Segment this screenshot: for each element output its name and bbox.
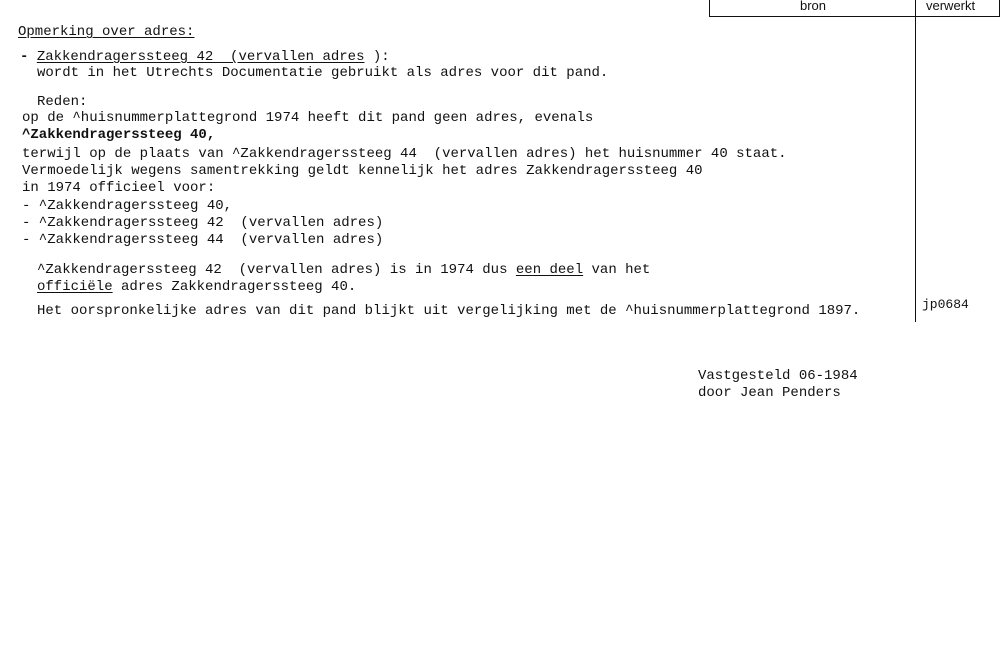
signature-line-1: Vastgesteld 06-1984 <box>698 368 858 384</box>
processed-code: jp0684 <box>922 297 969 312</box>
header-verwerkt: verwerkt <box>926 0 976 13</box>
address-text: Zakkendragerssteeg 42 (vervallen adres <box>36 49 365 65</box>
conclusion-1-underlined: een deel <box>515 262 584 278</box>
conclusion-1-post: van het <box>583 262 651 278</box>
reason-label: Reden: <box>37 94 88 110</box>
reason-line-3: terwijl op de plaats van ^Zakkendragerssteeg 44 (vervallen adres) het huisnummer 40 staat. <box>22 146 787 162</box>
item-dash: - <box>20 49 37 65</box>
conclusion-2-post: adres Zakkendragerssteeg 40. <box>112 279 357 295</box>
reason-line-1: op de ^huisnummerplattegrond 1974 heeft dit pand geen adres, evenals <box>22 110 594 126</box>
column-divider <box>915 0 916 322</box>
address-tail: ): <box>364 49 390 65</box>
reason-line-6: - ^Zakkendragerssteeg 40, <box>22 198 233 214</box>
reason-line-8: - ^Zakkendragerssteeg 44 (vervallen adres) <box>22 232 384 248</box>
conclusion-line-1 <box>37 262 650 278</box>
conclusion-2-underlined: officiële <box>37 279 113 295</box>
address-item <box>20 49 390 65</box>
conclusion-line-2 <box>37 279 356 295</box>
usage-text: wordt in het Utrechts Documentatie gebruikt als adres voor dit pand. <box>37 65 609 81</box>
remark-heading: Opmerking over adres: <box>18 24 195 40</box>
header-box <box>709 0 1000 17</box>
reason-line-2: ^Zakkendragerssteeg 40, <box>22 127 216 143</box>
conclusion-line-3: Het oorspronkelijke adres van dit pand blijkt uit vergelijking met de ^huisnummerplattegrond 1897. <box>37 303 861 319</box>
reason-line-5: in 1974 officieel voor: <box>22 180 216 196</box>
reason-line-4: Vermoedelijk wegens samentrekking geldt kennelijk het adres Zakkendragerssteeg 40 <box>22 163 703 179</box>
conclusion-1-pre: ^Zakkendragerssteeg 42 (vervallen adres) is in 1974 dus <box>37 262 516 278</box>
signature-line-2: door Jean Penders <box>698 385 841 401</box>
header-bron: bron <box>800 0 827 13</box>
reason-line-7: - ^Zakkendragerssteeg 42 (vervallen adres) <box>22 215 384 231</box>
